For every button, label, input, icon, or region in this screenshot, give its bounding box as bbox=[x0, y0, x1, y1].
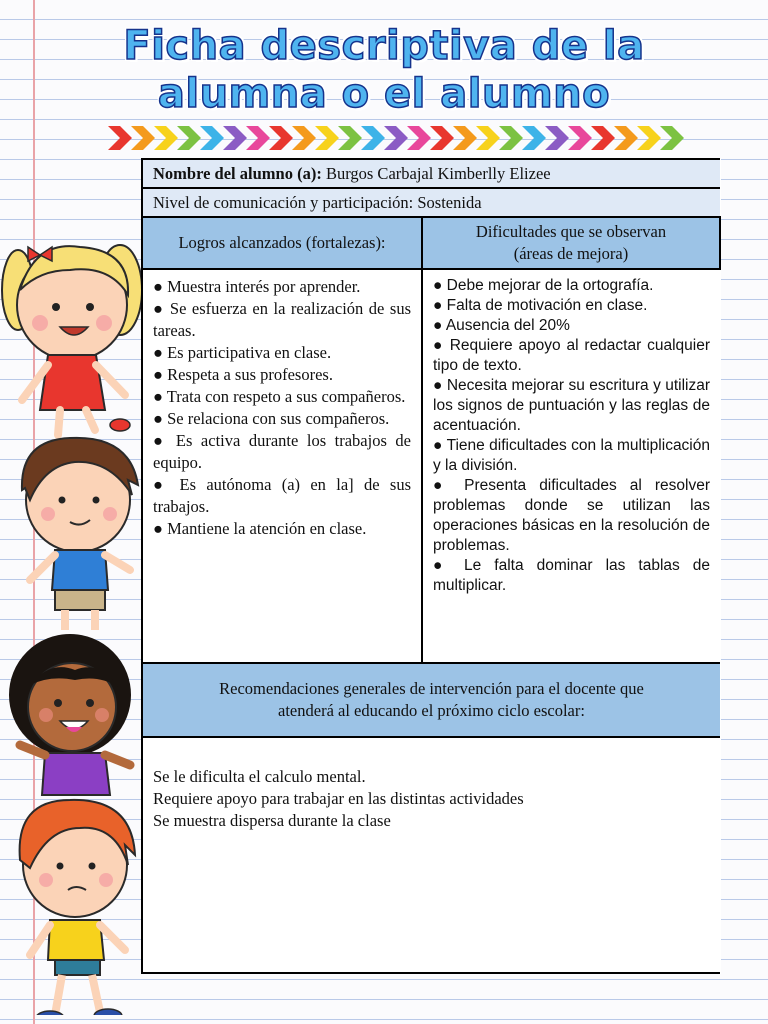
section-headers-row bbox=[142, 217, 720, 269]
page-title bbox=[0, 22, 768, 118]
kid-girl-blonde bbox=[2, 245, 142, 435]
chevron-mark bbox=[108, 126, 132, 150]
list-item: ● Se esfuerza en la realización de sus tareas. bbox=[153, 299, 411, 340]
kid-curly-hair bbox=[10, 635, 130, 795]
difficulties-list bbox=[422, 269, 720, 663]
chevron-mark bbox=[246, 126, 270, 150]
chevron-mark bbox=[361, 126, 385, 150]
chevron-mark bbox=[407, 126, 431, 150]
difficulties-header bbox=[422, 217, 720, 269]
page-title-line-2: alumna o el alumno bbox=[157, 71, 611, 117]
chevron-mark bbox=[637, 126, 661, 150]
recommendations-body bbox=[142, 737, 720, 973]
chevron-mark bbox=[154, 126, 178, 150]
recommendation-line: Se le dificulta el calculo mental. bbox=[153, 767, 366, 786]
student-name-row bbox=[142, 159, 720, 188]
strengths-list bbox=[142, 269, 422, 663]
list-item: ● Es activa durante los trabajos de equipo. bbox=[153, 431, 411, 472]
list-item: ● Muestra interés por aprender. bbox=[153, 277, 361, 296]
list-item: ● Trata con respeto a sus compañeros. bbox=[153, 387, 406, 406]
chevron-mark bbox=[269, 126, 293, 150]
list-item: ● Es autónoma (a) en la] de sus trabajos. bbox=[153, 475, 411, 516]
recommendations-header bbox=[142, 663, 720, 737]
student-description-table bbox=[141, 158, 721, 974]
chevron-mark bbox=[568, 126, 592, 150]
list-item: ● Presenta dificultades al resolver problemas donde se utilizan las operaciones básicas en la resolución de problemas. bbox=[433, 477, 710, 554]
list-item: ● Le falta dominar las tablas de multiplicar. bbox=[433, 557, 710, 594]
chevron-mark bbox=[200, 126, 224, 150]
chevron-mark bbox=[614, 126, 638, 150]
chevron-mark bbox=[453, 126, 477, 150]
kid-red-hair bbox=[20, 800, 135, 1015]
recommendations-body-row bbox=[142, 737, 720, 973]
student-name-value: Burgos Carbajal Kimberlly Elizee bbox=[325, 163, 551, 183]
recommendation-line: Se muestra dispersa durante la clase bbox=[153, 811, 391, 830]
page-title-line-1: Ficha descriptiva de la bbox=[123, 23, 645, 69]
recommendations-header-line-2: atenderá al educando el próximo ciclo escolar: bbox=[278, 701, 585, 720]
cartoon-kids-illustration bbox=[0, 235, 145, 1015]
list-item: ● Requiere apoyo al redactar cualquier tipo de texto. bbox=[433, 337, 710, 374]
list-item: ● Respeta a sus profesores. bbox=[153, 365, 333, 384]
chevron-mark bbox=[384, 126, 408, 150]
chevron-mark bbox=[522, 126, 546, 150]
list-item: ● Es participativa en clase. bbox=[153, 343, 332, 362]
chevron-mark bbox=[177, 126, 201, 150]
chevron-mark bbox=[338, 126, 362, 150]
list-item: ● Debe mejorar de la ortografía. bbox=[433, 277, 654, 294]
chevron-mark bbox=[499, 126, 523, 150]
chevron-mark bbox=[545, 126, 569, 150]
recommendations-header-row bbox=[142, 663, 720, 737]
decorative-chevron-border bbox=[108, 124, 688, 152]
chevron-mark bbox=[131, 126, 155, 150]
chevron-mark bbox=[591, 126, 615, 150]
recommendation-line: Requiere apoyo para trabajar en las distintas actividades bbox=[153, 789, 524, 808]
recommendations-header-line-1: Recomendaciones generales de intervención para el docente que bbox=[219, 679, 644, 698]
list-item: ● Tiene dificultades con la multiplicación y la división. bbox=[433, 437, 710, 474]
difficulties-header-line-1: Dificultades que se observan bbox=[475, 222, 667, 241]
list-item: ● Ausencia del 20% bbox=[433, 317, 570, 334]
list-item: ● Falta de motivación en clase. bbox=[433, 297, 648, 314]
chevron-mark bbox=[223, 126, 247, 150]
kid-boy-brown-hair bbox=[22, 438, 138, 630]
chevron-mark bbox=[660, 126, 684, 150]
student-name-label: Nombre del alumno (a): bbox=[153, 163, 322, 183]
communication-level-row bbox=[142, 188, 720, 217]
chevron-mark bbox=[430, 126, 454, 150]
chevron-mark bbox=[292, 126, 316, 150]
strengths-header: Logros alcanzados (fortalezas): bbox=[142, 217, 422, 269]
chevron-mark bbox=[476, 126, 500, 150]
list-item: ● Mantiene la atención en clase. bbox=[153, 519, 367, 538]
list-item: ● Necesita mejorar su escritura y utilizar los signos de puntuación y las reglas de acentuación. bbox=[433, 377, 710, 434]
difficulties-header-line-2: (áreas de mejora) bbox=[513, 244, 629, 263]
chevron-mark bbox=[315, 126, 339, 150]
list-item: ● Se relaciona con sus compañeros. bbox=[153, 409, 390, 428]
communication-level-text: Nivel de comunicación y participación: Sostenida bbox=[142, 188, 720, 217]
lists-row bbox=[142, 269, 720, 663]
